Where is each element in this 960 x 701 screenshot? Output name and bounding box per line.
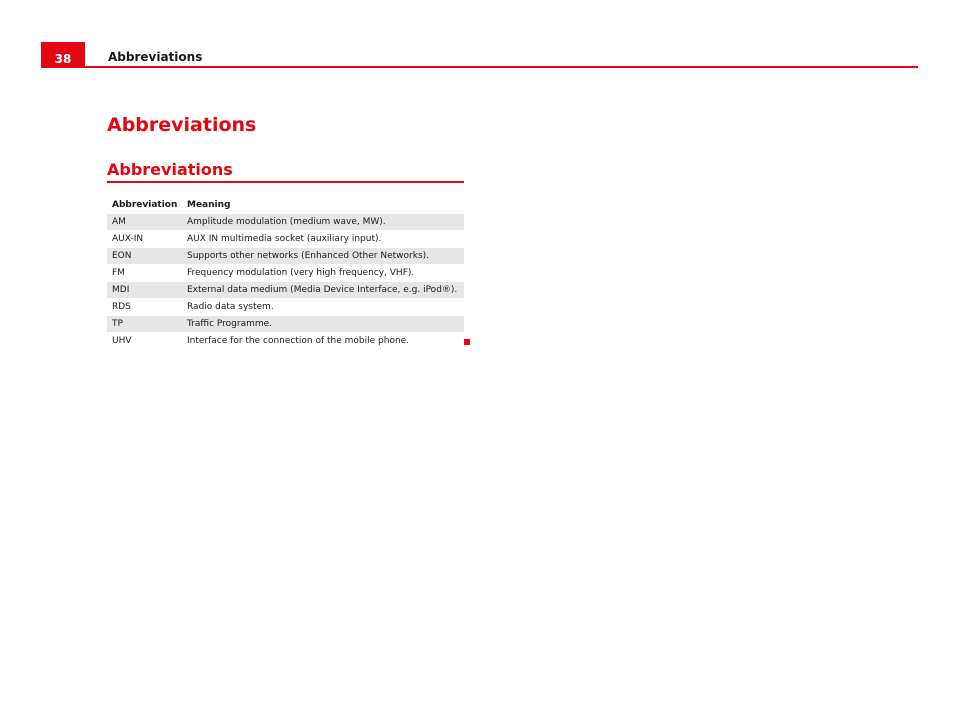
- table-row: [107, 299, 464, 316]
- meaning-cell: External data medium (Media Device Interface, e.g. iPod®).: [182, 282, 464, 299]
- section-end-square-icon: [464, 339, 470, 345]
- meaning-cell: AUX IN multimedia socket (auxiliary input).: [182, 231, 464, 248]
- page-number-badge: [41, 42, 85, 68]
- table-row: [107, 282, 464, 299]
- abbreviation-cell: RDS: [107, 299, 182, 316]
- abbreviation-cell: FM: [107, 265, 182, 282]
- meaning-cell: Supports other networks (Enhanced Other Networks).: [182, 248, 464, 265]
- abbreviations-table: [107, 197, 464, 349]
- meaning-cell: Interface for the connection of the mobile phone.: [182, 333, 464, 350]
- page-title: Abbreviations: [107, 114, 257, 136]
- header-divider: [85, 66, 918, 68]
- page-number: 38: [54, 52, 72, 66]
- meaning-cell: Frequency modulation (very high frequency, VHF).: [182, 265, 464, 282]
- column-header-meaning: Meaning: [187, 200, 231, 210]
- meaning-cell: Traffic Programme.: [182, 316, 464, 333]
- abbreviation-cell: AM: [107, 214, 182, 231]
- abbreviation-cell: AUX-IN: [107, 231, 182, 248]
- section-divider: [107, 181, 464, 183]
- table-row: [107, 231, 464, 248]
- table-row: [107, 265, 464, 282]
- table-row: [107, 214, 464, 231]
- abbreviation-cell: UHV: [107, 333, 182, 350]
- table-row: [107, 248, 464, 265]
- meaning-cell: Amplitude modulation (medium wave, MW).: [182, 214, 464, 231]
- table-row: [107, 333, 464, 350]
- running-header-title: Abbreviations: [108, 50, 203, 64]
- column-header-abbreviation: Abbreviation: [112, 200, 178, 210]
- section-title: Abbreviations: [107, 160, 233, 179]
- abbreviation-cell: MDI: [107, 282, 182, 299]
- table-header-row: [107, 197, 464, 214]
- abbreviation-cell: TP: [107, 316, 182, 333]
- meaning-cell: Radio data system.: [182, 299, 464, 316]
- abbreviation-cell: EON: [107, 248, 182, 265]
- table-row: [107, 316, 464, 333]
